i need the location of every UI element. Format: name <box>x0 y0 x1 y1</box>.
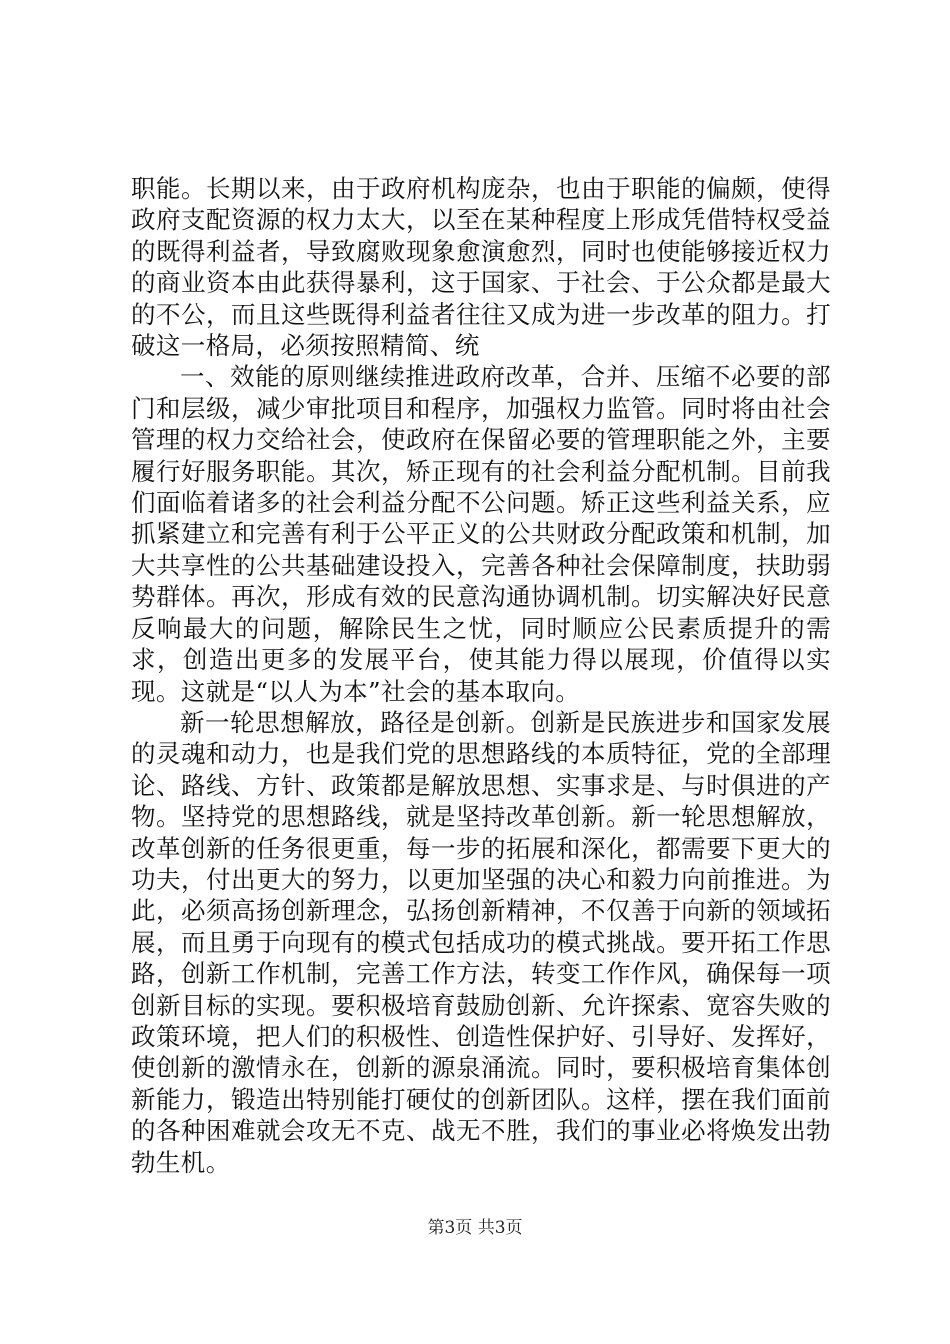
paragraph-1: 职能。长期以来，由于政府机构庞杂，也由于职能的偏颇，使得政府支配资源的权力太大，以至在某种程度上形成凭借特权受益的既得利益者，导致腐败现象愈演愈烈，同时也使能够接近权力的商业资本由此获得暴利，这于国家、于社会、于公众都是最大的不公，而且这些既得利益者往往又成为进一步改革的阻力。打破这一格局，必须按照精简、统 <box>131 174 831 361</box>
document-body <box>131 173 831 1178</box>
paragraph-3: 新一轮思想解放，路径是创新。创新是民族进步和国家发展的灵魂和动力，也是我们党的思想路线的本质特征，党的全部理论、路线、方针、政策都是解放思想、实事求是、与时俱进的产物。坚持党的思想路线，就是坚持改革创新。新一轮思想解放，改革创新的任务很更重，每一步的拓展和深化，都需要下更大的功夫，付出更大的努力，以更加坚强的决心和毅力向前推进。为此，必须高扬创新理念，弘扬创新精神，不仅善于向新的领域拓展，而且勇于向现有的模式包括成功的模式挑战。要开拓工作思路，创新工作机制，完善工作方法，转变工作作风，确保每一项创新目标的实现。要积极培育鼓励创新、允许探索、宽容失败的政策环境，把人们的积极性、创造性保护好、引导好、发挥好，使创新的激情永在，创新的源泉涌流。同时，要积极培育集体创新能力，锻造出特别能打硬仗的创新团队。这样，摆在我们面前的各种困难就会攻无不克、战无不胜，我们的事业必将焕发出勃勃生机。 <box>131 707 831 1177</box>
paragraph-2: 一、效能的原则继续推进政府改革，合并、压缩不必要的部门和层级，减少审批项目和程序，加强权力监管。同时将由社会管理的权力交给社会，使政府在保留必要的管理职能之外，主要履行好服务职能。其次，矫正现有的社会利益分配机制。目前我们面临着诸多的社会利益分配不公问题。矫正这些利益关系，应抓紧建立和完善有利于公平正义的公共财政分配政策和机制，加大共享性的公共基础建设投入，完善各种社会保障制度，扶助弱势群体。再次，形成有效的民意沟通协调机制。切实解决好民意反响最大的问题，解除民生之忧，同时顺应公民素质提升的需求，创造出更多的发展平台，使其能力得以展现，价值得以实现。这就是“以人为本”社会的基本取向。 <box>131 362 831 706</box>
page-footer: 第3页 共3页 <box>427 1218 523 1238</box>
